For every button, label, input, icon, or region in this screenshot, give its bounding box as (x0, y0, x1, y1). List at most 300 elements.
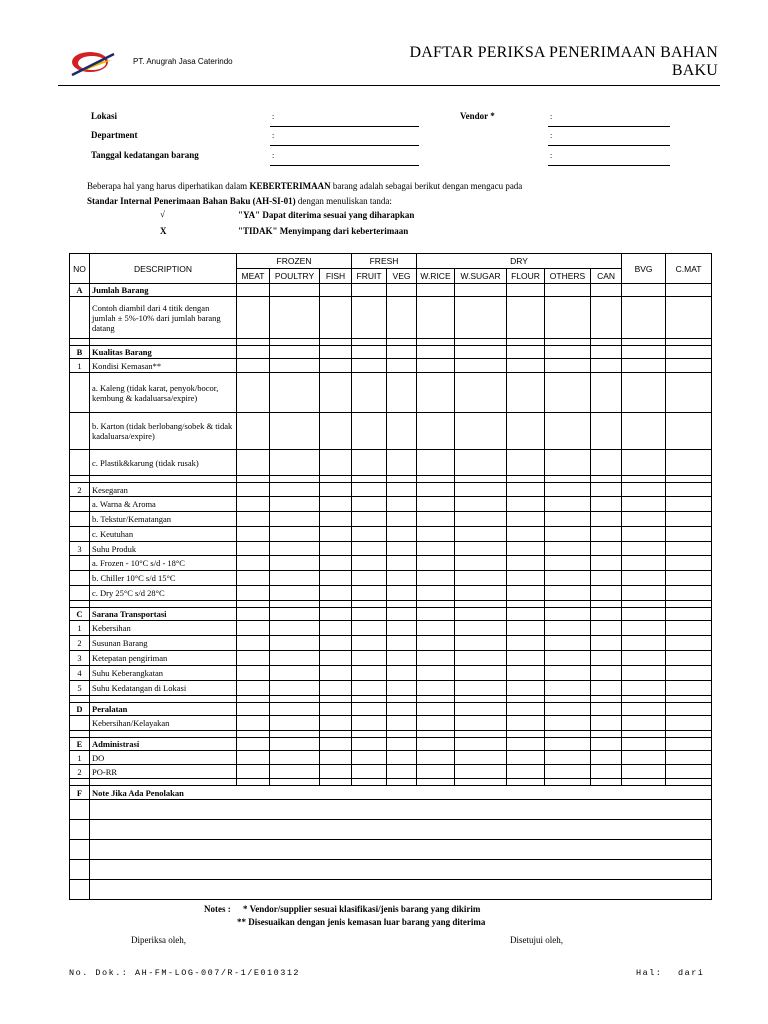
check-cell[interactable] (270, 703, 320, 716)
check-cell[interactable] (352, 681, 387, 696)
check-cell[interactable] (237, 571, 270, 586)
check-cell[interactable] (320, 601, 352, 608)
check-cell[interactable] (352, 636, 387, 651)
check-cell[interactable] (507, 765, 545, 779)
check-cell[interactable] (320, 450, 352, 476)
check-cell[interactable] (666, 608, 712, 621)
check-cell[interactable] (387, 765, 417, 779)
check-cell[interactable] (237, 703, 270, 716)
check-cell[interactable] (387, 512, 417, 527)
check-cell[interactable] (387, 346, 417, 359)
check-cell[interactable] (507, 601, 545, 608)
check-cell[interactable] (622, 483, 666, 497)
check-cell[interactable] (237, 696, 270, 703)
check-cell[interactable] (666, 413, 712, 450)
check-cell[interactable] (666, 339, 712, 346)
check-cell[interactable] (455, 556, 507, 571)
check-cell[interactable] (320, 527, 352, 542)
check-cell[interactable] (320, 373, 352, 413)
check-cell[interactable] (666, 284, 712, 297)
check-cell[interactable] (622, 765, 666, 779)
check-cell[interactable] (455, 476, 507, 483)
check-cell[interactable] (591, 284, 622, 297)
check-cell[interactable] (666, 359, 712, 373)
check-cell[interactable] (455, 346, 507, 359)
check-cell[interactable] (591, 571, 622, 586)
check-cell[interactable] (237, 297, 270, 339)
check-cell[interactable] (455, 512, 507, 527)
check-cell[interactable] (270, 731, 320, 738)
check-cell[interactable] (622, 636, 666, 651)
check-cell[interactable] (320, 738, 352, 751)
check-cell[interactable] (591, 621, 622, 636)
check-cell[interactable] (455, 636, 507, 651)
check-cell[interactable] (320, 779, 352, 786)
check-cell[interactable] (666, 738, 712, 751)
check-cell[interactable] (417, 765, 455, 779)
check-cell[interactable] (545, 586, 591, 601)
check-cell[interactable] (666, 556, 712, 571)
check-cell[interactable] (591, 346, 622, 359)
check-cell[interactable] (545, 666, 591, 681)
check-cell[interactable] (666, 779, 712, 786)
check-cell[interactable] (387, 666, 417, 681)
check-cell[interactable] (417, 476, 455, 483)
check-cell[interactable] (352, 571, 387, 586)
check-cell[interactable] (270, 476, 320, 483)
check-cell[interactable] (237, 621, 270, 636)
check-cell[interactable] (320, 681, 352, 696)
check-cell[interactable] (352, 703, 387, 716)
check-cell[interactable] (545, 373, 591, 413)
check-cell[interactable] (270, 681, 320, 696)
check-cell[interactable] (387, 542, 417, 556)
check-cell[interactable] (622, 738, 666, 751)
check-cell[interactable] (417, 373, 455, 413)
check-cell[interactable] (507, 497, 545, 512)
check-cell[interactable] (591, 542, 622, 556)
check-cell[interactable] (622, 339, 666, 346)
check-cell[interactable] (545, 413, 591, 450)
check-cell[interactable] (320, 359, 352, 373)
check-cell[interactable] (507, 608, 545, 621)
check-cell[interactable] (545, 621, 591, 636)
check-cell[interactable] (545, 527, 591, 542)
check-cell[interactable] (417, 413, 455, 450)
check-cell[interactable] (237, 601, 270, 608)
check-cell[interactable] (387, 527, 417, 542)
check-cell[interactable] (507, 731, 545, 738)
check-cell[interactable] (545, 359, 591, 373)
check-cell[interactable] (666, 497, 712, 512)
check-cell[interactable] (417, 339, 455, 346)
check-cell[interactable] (320, 751, 352, 765)
check-cell[interactable] (237, 542, 270, 556)
check-cell[interactable] (237, 413, 270, 450)
check-cell[interactable] (237, 284, 270, 297)
check-cell[interactable] (270, 483, 320, 497)
check-cell[interactable] (455, 571, 507, 586)
check-cell[interactable] (352, 751, 387, 765)
check-cell[interactable] (417, 483, 455, 497)
check-cell[interactable] (387, 651, 417, 666)
check-cell[interactable] (622, 476, 666, 483)
check-cell[interactable] (237, 586, 270, 601)
check-cell[interactable] (320, 476, 352, 483)
check-cell[interactable] (387, 608, 417, 621)
check-cell[interactable] (545, 571, 591, 586)
check-cell[interactable] (270, 601, 320, 608)
check-cell[interactable] (270, 373, 320, 413)
vendor-field-1[interactable] (548, 126, 670, 127)
check-cell[interactable] (622, 497, 666, 512)
check-cell[interactable] (591, 512, 622, 527)
check-cell[interactable] (545, 601, 591, 608)
check-cell[interactable] (545, 651, 591, 666)
check-cell[interactable] (507, 339, 545, 346)
check-cell[interactable] (545, 751, 591, 765)
check-cell[interactable] (507, 542, 545, 556)
check-cell[interactable] (237, 339, 270, 346)
check-cell[interactable] (237, 450, 270, 476)
check-cell[interactable] (507, 738, 545, 751)
check-cell[interactable] (417, 731, 455, 738)
check-cell[interactable] (352, 716, 387, 731)
check-cell[interactable] (352, 779, 387, 786)
check-cell[interactable] (270, 738, 320, 751)
check-cell[interactable] (591, 586, 622, 601)
check-cell[interactable] (455, 696, 507, 703)
note-text-cell[interactable] (90, 860, 712, 880)
check-cell[interactable] (622, 651, 666, 666)
check-cell[interactable] (352, 666, 387, 681)
check-cell[interactable] (622, 621, 666, 636)
check-cell[interactable] (352, 738, 387, 751)
check-cell[interactable] (387, 284, 417, 297)
check-cell[interactable] (507, 621, 545, 636)
check-cell[interactable] (237, 556, 270, 571)
check-cell[interactable] (387, 636, 417, 651)
check-cell[interactable] (622, 297, 666, 339)
check-cell[interactable] (455, 731, 507, 738)
check-cell[interactable] (507, 681, 545, 696)
check-cell[interactable] (320, 346, 352, 359)
check-cell[interactable] (237, 527, 270, 542)
check-cell[interactable] (352, 527, 387, 542)
check-cell[interactable] (320, 339, 352, 346)
check-cell[interactable] (455, 284, 507, 297)
check-cell[interactable] (237, 636, 270, 651)
check-cell[interactable] (545, 476, 591, 483)
check-cell[interactable] (352, 413, 387, 450)
check-cell[interactable] (455, 413, 507, 450)
check-cell[interactable] (387, 601, 417, 608)
check-cell[interactable] (591, 359, 622, 373)
check-cell[interactable] (352, 483, 387, 497)
check-cell[interactable] (622, 542, 666, 556)
check-cell[interactable] (622, 601, 666, 608)
check-cell[interactable] (591, 703, 622, 716)
check-cell[interactable] (320, 765, 352, 779)
note-text-cell[interactable] (90, 820, 712, 840)
check-cell[interactable] (387, 681, 417, 696)
check-cell[interactable] (320, 413, 352, 450)
check-cell[interactable] (417, 556, 455, 571)
check-cell[interactable] (507, 636, 545, 651)
check-cell[interactable] (622, 703, 666, 716)
check-cell[interactable] (352, 450, 387, 476)
check-cell[interactable] (270, 696, 320, 703)
check-cell[interactable] (270, 339, 320, 346)
check-cell[interactable] (320, 542, 352, 556)
check-cell[interactable] (417, 450, 455, 476)
check-cell[interactable] (352, 512, 387, 527)
check-cell[interactable] (352, 651, 387, 666)
check-cell[interactable] (666, 601, 712, 608)
check-cell[interactable] (591, 413, 622, 450)
check-cell[interactable] (666, 636, 712, 651)
department-field[interactable] (270, 145, 419, 146)
check-cell[interactable] (622, 373, 666, 413)
check-cell[interactable] (545, 681, 591, 696)
check-cell[interactable] (591, 497, 622, 512)
check-cell[interactable] (320, 284, 352, 297)
check-cell[interactable] (237, 779, 270, 786)
check-cell[interactable] (591, 666, 622, 681)
check-cell[interactable] (455, 666, 507, 681)
check-cell[interactable] (352, 556, 387, 571)
check-cell[interactable] (545, 608, 591, 621)
check-cell[interactable] (455, 586, 507, 601)
check-cell[interactable] (455, 681, 507, 696)
check-cell[interactable] (237, 666, 270, 681)
check-cell[interactable] (237, 765, 270, 779)
check-cell[interactable] (270, 284, 320, 297)
check-cell[interactable] (352, 297, 387, 339)
check-cell[interactable] (417, 621, 455, 636)
check-cell[interactable] (507, 571, 545, 586)
check-cell[interactable] (666, 731, 712, 738)
check-cell[interactable] (545, 297, 591, 339)
check-cell[interactable] (666, 476, 712, 483)
check-cell[interactable] (507, 359, 545, 373)
check-cell[interactable] (417, 586, 455, 601)
check-cell[interactable] (417, 716, 455, 731)
check-cell[interactable] (591, 483, 622, 497)
check-cell[interactable] (622, 359, 666, 373)
check-cell[interactable] (666, 751, 712, 765)
check-cell[interactable] (352, 542, 387, 556)
check-cell[interactable] (666, 450, 712, 476)
check-cell[interactable] (666, 765, 712, 779)
tanggal-field[interactable] (270, 165, 419, 166)
check-cell[interactable] (545, 703, 591, 716)
check-cell[interactable] (387, 738, 417, 751)
check-cell[interactable] (237, 751, 270, 765)
check-cell[interactable] (507, 696, 545, 703)
check-cell[interactable] (507, 346, 545, 359)
check-cell[interactable] (455, 765, 507, 779)
check-cell[interactable] (237, 346, 270, 359)
check-cell[interactable] (387, 751, 417, 765)
check-cell[interactable] (352, 586, 387, 601)
check-cell[interactable] (507, 751, 545, 765)
check-cell[interactable] (455, 450, 507, 476)
check-cell[interactable] (270, 413, 320, 450)
check-cell[interactable] (591, 476, 622, 483)
check-cell[interactable] (455, 621, 507, 636)
check-cell[interactable] (270, 636, 320, 651)
check-cell[interactable] (237, 738, 270, 751)
check-cell[interactable] (507, 297, 545, 339)
check-cell[interactable] (270, 765, 320, 779)
check-cell[interactable] (270, 527, 320, 542)
check-cell[interactable] (417, 738, 455, 751)
check-cell[interactable] (417, 284, 455, 297)
check-cell[interactable] (666, 666, 712, 681)
check-cell[interactable] (455, 716, 507, 731)
check-cell[interactable] (270, 542, 320, 556)
check-cell[interactable] (622, 346, 666, 359)
check-cell[interactable] (455, 601, 507, 608)
check-cell[interactable] (507, 556, 545, 571)
check-cell[interactable] (417, 512, 455, 527)
check-cell[interactable] (455, 497, 507, 512)
check-cell[interactable] (320, 483, 352, 497)
check-cell[interactable] (507, 450, 545, 476)
check-cell[interactable] (545, 765, 591, 779)
check-cell[interactable] (622, 586, 666, 601)
check-cell[interactable] (387, 497, 417, 512)
check-cell[interactable] (622, 527, 666, 542)
check-cell[interactable] (622, 571, 666, 586)
check-cell[interactable] (320, 731, 352, 738)
check-cell[interactable] (417, 571, 455, 586)
check-cell[interactable] (417, 666, 455, 681)
check-cell[interactable] (417, 779, 455, 786)
vendor-field-3[interactable] (548, 165, 670, 166)
check-cell[interactable] (417, 608, 455, 621)
check-cell[interactable] (622, 450, 666, 476)
check-cell[interactable] (622, 556, 666, 571)
check-cell[interactable] (622, 512, 666, 527)
check-cell[interactable] (455, 651, 507, 666)
check-cell[interactable] (591, 339, 622, 346)
check-cell[interactable] (591, 651, 622, 666)
check-cell[interactable] (622, 666, 666, 681)
check-cell[interactable] (545, 284, 591, 297)
check-cell[interactable] (320, 512, 352, 527)
check-cell[interactable] (320, 571, 352, 586)
check-cell[interactable] (455, 738, 507, 751)
check-cell[interactable] (270, 556, 320, 571)
check-cell[interactable] (237, 359, 270, 373)
check-cell[interactable] (507, 527, 545, 542)
check-cell[interactable] (387, 716, 417, 731)
check-cell[interactable] (320, 621, 352, 636)
check-cell[interactable] (320, 608, 352, 621)
check-cell[interactable] (666, 696, 712, 703)
check-cell[interactable] (591, 765, 622, 779)
check-cell[interactable] (417, 346, 455, 359)
check-cell[interactable] (622, 413, 666, 450)
check-cell[interactable] (417, 601, 455, 608)
check-cell[interactable] (387, 359, 417, 373)
check-cell[interactable] (320, 497, 352, 512)
check-cell[interactable] (591, 696, 622, 703)
check-cell[interactable] (591, 636, 622, 651)
check-cell[interactable] (545, 716, 591, 731)
check-cell[interactable] (507, 483, 545, 497)
check-cell[interactable] (507, 666, 545, 681)
check-cell[interactable] (417, 651, 455, 666)
check-cell[interactable] (270, 586, 320, 601)
check-cell[interactable] (622, 284, 666, 297)
check-cell[interactable] (417, 497, 455, 512)
check-cell[interactable] (545, 542, 591, 556)
check-cell[interactable] (237, 651, 270, 666)
check-cell[interactable] (387, 731, 417, 738)
check-cell[interactable] (417, 297, 455, 339)
check-cell[interactable] (545, 556, 591, 571)
check-cell[interactable] (237, 512, 270, 527)
check-cell[interactable] (270, 571, 320, 586)
check-cell[interactable] (417, 696, 455, 703)
check-cell[interactable] (320, 716, 352, 731)
check-cell[interactable] (387, 373, 417, 413)
vendor-field-2[interactable] (548, 145, 670, 146)
check-cell[interactable] (507, 586, 545, 601)
check-cell[interactable] (455, 608, 507, 621)
check-cell[interactable] (320, 703, 352, 716)
lokasi-field[interactable] (270, 126, 419, 127)
note-text-cell[interactable] (90, 880, 712, 900)
check-cell[interactable] (417, 527, 455, 542)
check-cell[interactable] (352, 346, 387, 359)
check-cell[interactable] (237, 373, 270, 413)
check-cell[interactable] (622, 608, 666, 621)
check-cell[interactable] (352, 373, 387, 413)
check-cell[interactable] (545, 346, 591, 359)
check-cell[interactable] (545, 339, 591, 346)
check-cell[interactable] (507, 716, 545, 731)
check-cell[interactable] (417, 636, 455, 651)
check-cell[interactable] (591, 751, 622, 765)
check-cell[interactable] (622, 751, 666, 765)
check-cell[interactable] (666, 571, 712, 586)
check-cell[interactable] (352, 339, 387, 346)
check-cell[interactable] (352, 601, 387, 608)
check-cell[interactable] (352, 608, 387, 621)
check-cell[interactable] (507, 413, 545, 450)
check-cell[interactable] (591, 716, 622, 731)
check-cell[interactable] (455, 297, 507, 339)
check-cell[interactable] (387, 571, 417, 586)
check-cell[interactable] (270, 497, 320, 512)
check-cell[interactable] (622, 696, 666, 703)
note-text-cell[interactable] (90, 840, 712, 860)
check-cell[interactable] (666, 703, 712, 716)
check-cell[interactable] (320, 586, 352, 601)
check-cell[interactable] (270, 346, 320, 359)
check-cell[interactable] (352, 765, 387, 779)
check-cell[interactable] (507, 651, 545, 666)
check-cell[interactable] (455, 359, 507, 373)
check-cell[interactable] (545, 636, 591, 651)
check-cell[interactable] (270, 621, 320, 636)
check-cell[interactable] (352, 284, 387, 297)
check-cell[interactable] (591, 681, 622, 696)
